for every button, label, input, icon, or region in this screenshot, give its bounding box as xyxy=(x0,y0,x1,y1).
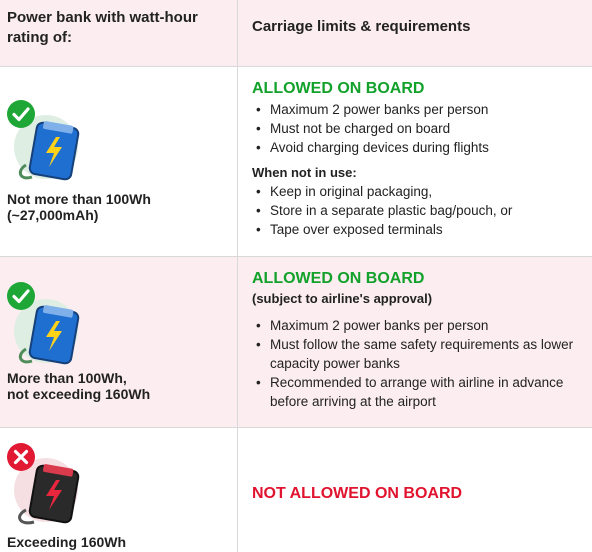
list-item: • Maximum 2 power banks per person xyxy=(252,316,588,335)
rating-text xyxy=(7,534,126,550)
status-not-allowed: NOT ALLOWED ON BOARD xyxy=(252,485,463,502)
check-icon xyxy=(6,99,36,129)
list-item: • Store in a separate plastic bag/pouch, or xyxy=(252,201,588,220)
header-cell-rating xyxy=(0,0,238,66)
rating-line-1: More than 100Wh, xyxy=(7,370,127,386)
rating-line-2: not exceeding 160Wh xyxy=(7,386,151,402)
rating-line-1: Exceeding 160Wh xyxy=(7,534,127,550)
limits-cell xyxy=(238,428,592,552)
rating-cell xyxy=(0,428,238,552)
header-limits-label: Carriage limits & requirements xyxy=(252,18,471,35)
storage-list xyxy=(252,182,588,239)
status-allowed: ALLOWED ON BOARD xyxy=(252,270,425,287)
rating-cell xyxy=(0,257,238,427)
table-header-row xyxy=(0,0,592,67)
when-not-in-use-heading: When not in use: xyxy=(252,165,357,180)
limits-cell xyxy=(238,257,592,427)
cross-icon xyxy=(6,442,36,472)
table-row xyxy=(0,257,592,428)
list-item: • Must follow the same safety requirements as lower capacity power banks xyxy=(252,335,588,373)
list-item: • Must not be charged on board xyxy=(252,119,588,138)
header-rating-label: Power bank with watt-hour rating of: xyxy=(7,9,198,46)
list-item: • Tape over exposed terminals xyxy=(252,220,588,239)
airline-approval-note: (subject to airline's approval) xyxy=(252,291,433,306)
limits-cell xyxy=(238,67,592,256)
rating-text xyxy=(7,370,150,402)
table-row xyxy=(0,67,592,257)
status-allowed: ALLOWED ON BOARD xyxy=(252,80,425,97)
table-row xyxy=(0,428,592,552)
requirements-list xyxy=(252,316,588,411)
list-item: • Keep in original packaging, xyxy=(252,182,588,201)
list-item: • Maximum 2 power banks per person xyxy=(252,100,588,119)
header-cell-limits xyxy=(238,0,592,66)
rating-line-1: Not more than 100Wh xyxy=(7,191,151,207)
rating-cell xyxy=(0,67,238,256)
list-item: • Recommended to arrange with airline in advance before arriving at the airport xyxy=(252,373,588,411)
rating-text xyxy=(7,191,151,223)
rating-line-2: (~27,000mAh) xyxy=(7,207,99,223)
requirements-list xyxy=(252,100,588,157)
list-item: • Avoid charging devices during flights xyxy=(252,138,588,157)
check-icon xyxy=(6,281,36,311)
